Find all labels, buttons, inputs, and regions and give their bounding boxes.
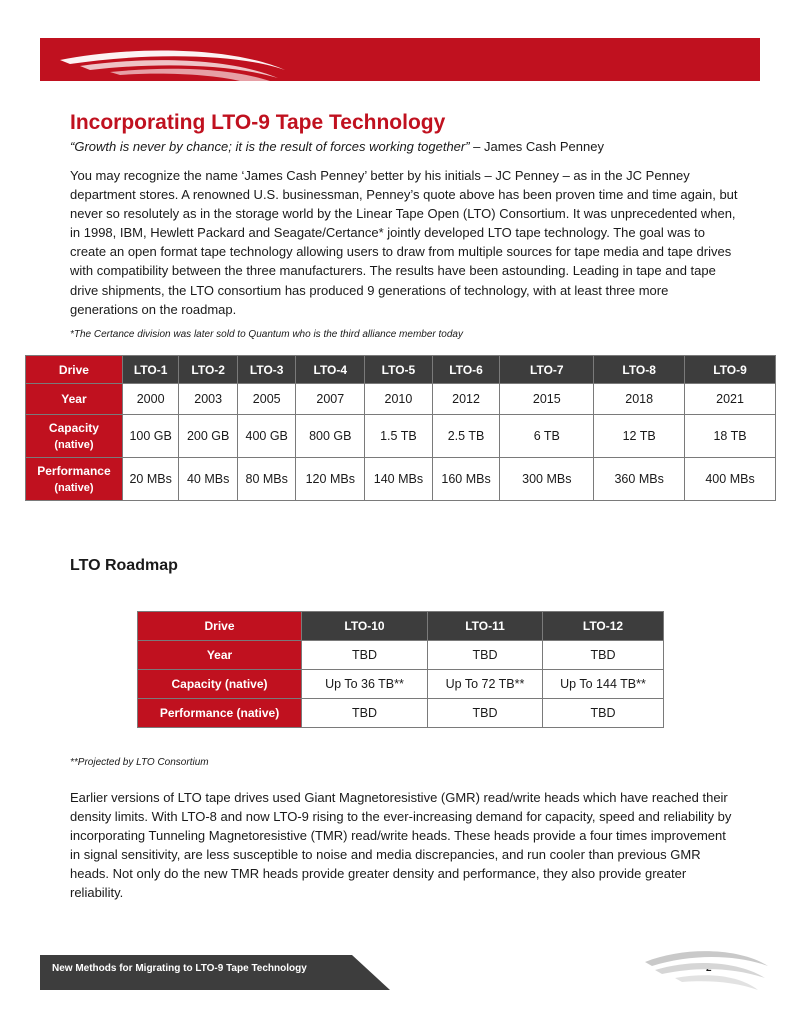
performance-cell: 360 MBs — [594, 458, 685, 501]
roadmap-row-performance — [138, 699, 664, 728]
roadmap-capacity-cell: Up To 72 TB** — [428, 670, 543, 699]
gmr-paragraph: Earlier versions of LTO tape drives used Giant Magnetoresistive (GMR) read/write heads which have reached their density limits. With LTO-8 and now LTO-9 rising to the ever-increasing demand for capacity, speed and reliability by incorporating Tunneling Magnetoresistive (TMR) read/write heads. These heads provide a four times improvement in signal sensitivity, are less susceptible to noise and media discrepancies, and run cooler than previous GMR heads. Not only do the new TMR heads provide greater density and performance, they also provide greater reliability. — [70, 790, 732, 901]
drive-header: LTO-1 — [122, 356, 179, 384]
roadmap-row-capacity — [138, 670, 664, 699]
roadmap-label-drive: Drive — [138, 612, 302, 641]
year-cell: 2007 — [296, 384, 365, 415]
year-cell: 2005 — [237, 384, 296, 415]
capacity-cell: 6 TB — [500, 415, 594, 458]
roadmap-year-cell: TBD — [302, 641, 428, 670]
lto-roadmap-table — [137, 611, 664, 728]
swoosh-logo-icon — [40, 38, 760, 81]
row-label-capacity — [26, 415, 123, 458]
roadmap-capacity-cell: Up To 36 TB** — [302, 670, 428, 699]
year-cell: 2018 — [594, 384, 685, 415]
capacity-cell: 1.5 TB — [365, 415, 433, 458]
drive-header: LTO-8 — [594, 356, 685, 384]
roadmap-label-year: Year — [138, 641, 302, 670]
roadmap-label-performance: Performance (native) — [138, 699, 302, 728]
performance-cell: 20 MBs — [122, 458, 179, 501]
roadmap-capacity-cell: Up To 144 TB** — [543, 670, 664, 699]
capacity-cell: 18 TB — [685, 415, 776, 458]
performance-cell: 80 MBs — [237, 458, 296, 501]
drive-header: LTO-4 — [296, 356, 365, 384]
spec-row-performance — [26, 458, 776, 501]
performance-cell: 140 MBs — [365, 458, 433, 501]
performance-cell: 400 MBs — [685, 458, 776, 501]
quote-attribution: – James Cash Penney — [469, 139, 604, 154]
drive-header: LTO-2 — [179, 356, 238, 384]
capacity-cell: 400 GB — [237, 415, 296, 458]
header-band — [40, 38, 760, 81]
drive-header: LTO-3 — [237, 356, 296, 384]
capacity-cell: 12 TB — [594, 415, 685, 458]
year-cell: 2000 — [122, 384, 179, 415]
row-label-subtext: (native) — [54, 481, 94, 494]
performance-cell: 300 MBs — [500, 458, 594, 501]
year-cell: 2003 — [179, 384, 238, 415]
footnote-projected: **Projected by LTO Consortium — [70, 757, 209, 768]
drive-header: LTO-5 — [365, 356, 433, 384]
quote-text: “Growth is never by chance; it is the result of forces working together” — [70, 139, 470, 154]
year-cell: 2021 — [685, 384, 776, 415]
performance-cell: 160 MBs — [432, 458, 500, 501]
year-cell: 2012 — [432, 384, 500, 415]
row-label-text: Year — [61, 392, 87, 406]
spec-row-year — [26, 384, 776, 415]
roadmap-year-cell: TBD — [543, 641, 664, 670]
row-label-text: Capacity — [48, 420, 99, 435]
spec-row-drive — [26, 356, 776, 384]
capacity-cell: 200 GB — [179, 415, 238, 458]
roadmap-performance-cell: TBD — [428, 699, 543, 728]
capacity-cell: 2.5 TB — [432, 415, 500, 458]
year-cell: 2010 — [365, 384, 433, 415]
roadmap-row-year — [138, 641, 664, 670]
capacity-cell: 800 GB — [296, 415, 365, 458]
lto-spec-table — [25, 355, 776, 501]
roadmap-year-cell: TBD — [428, 641, 543, 670]
drive-header: LTO-9 — [685, 356, 776, 384]
drive-header: LTO-6 — [432, 356, 500, 384]
roadmap-performance-cell: TBD — [543, 699, 664, 728]
row-label-text: Performance — [37, 463, 111, 478]
performance-cell: 120 MBs — [296, 458, 365, 501]
year-cell: 2015 — [500, 384, 594, 415]
intro-paragraph: You may recognize the name ‘James Cash Penney’ better by his initials – JC Penney – as in the JC Penney department stores. A renowned U.S. businessman, Penney’s quote above has been proven time and time again, but never so resolutely as in the storage world by the Linear Tape Open (LTO) Consortium. It was unprecedented when, in 1998, IBM, Hewlett Packard and Seagate/Certance* jointly developed LTO tape technology. The goal was to create an open format tape technology allowing users to draw from multiple sources for tape media and tape drives with compatibility between the three manufacturers. The results have been astounding. Leading in tape and tape drive shipments, the LTO consortium has produced 9 generations of technology, with at least three more generations on the roadmap. — [70, 168, 738, 317]
roadmap-label-capacity: Capacity (native) — [138, 670, 302, 699]
row-label-text: Drive — [58, 362, 89, 377]
row-label-drive — [26, 356, 123, 384]
performance-cell: 40 MBs — [179, 458, 238, 501]
roadmap-row-drive — [138, 612, 664, 641]
footnote-certance: *The Certance division was later sold to Quantum who is the third alliance member today — [70, 329, 463, 340]
page-title: Incorporating LTO-9 Tape Technology — [70, 111, 446, 134]
roadmap-performance-cell: TBD — [302, 699, 428, 728]
roadmap-heading: LTO Roadmap — [70, 557, 178, 574]
row-label-performance — [26, 458, 123, 501]
row-label-subtext: (native) — [54, 438, 94, 451]
capacity-cell: 100 GB — [122, 415, 179, 458]
drive-header: LTO-7 — [500, 356, 594, 384]
footer-text: New Methods for Migrating to LTO-9 Tape Technology — [52, 963, 307, 974]
spec-row-capacity — [26, 415, 776, 458]
roadmap-drive-header: LTO-10 — [302, 612, 428, 641]
roadmap-drive-header: LTO-11 — [428, 612, 543, 641]
footer-swoosh-icon — [640, 944, 770, 994]
roadmap-drive-header: LTO-12 — [543, 612, 664, 641]
row-label-year — [26, 384, 123, 415]
quote — [70, 139, 604, 154]
